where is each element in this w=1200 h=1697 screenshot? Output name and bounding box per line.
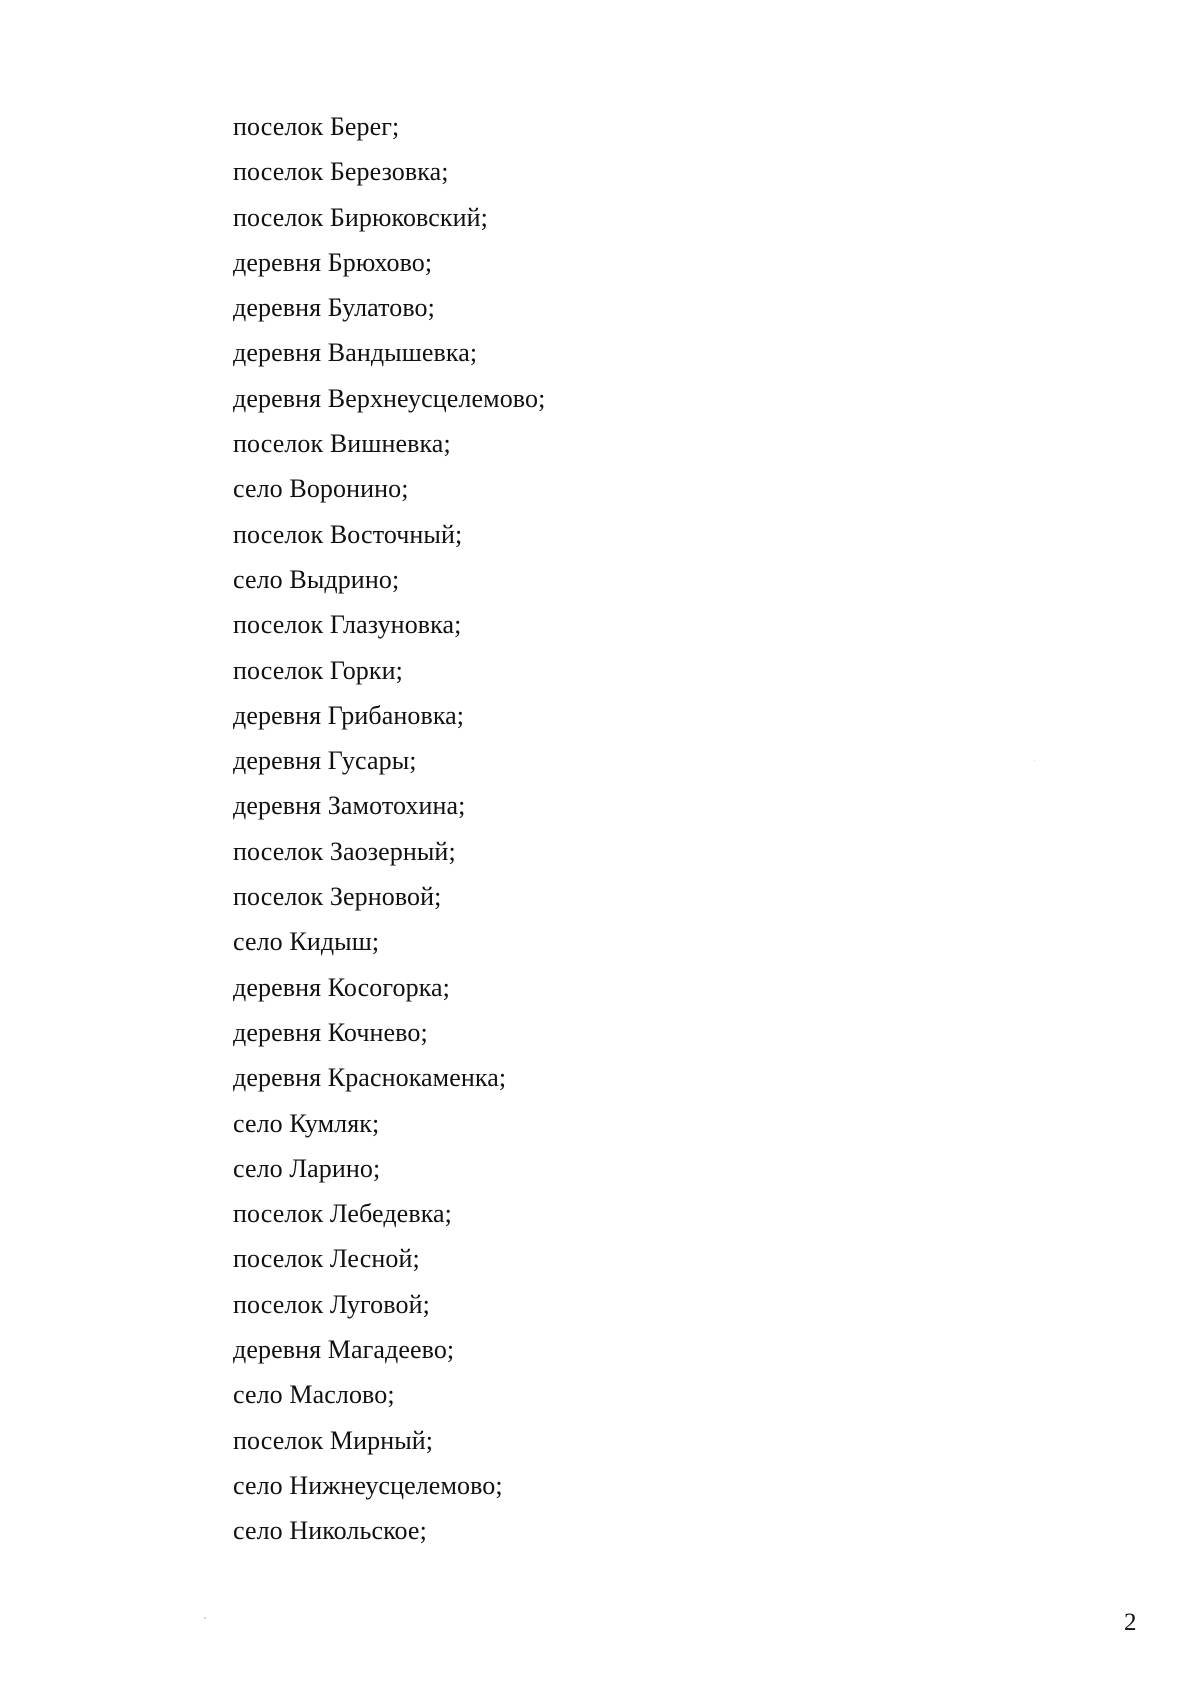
list-item: поселок Луговой; <box>233 1289 430 1319</box>
list-item: село Никольское; <box>233 1516 427 1546</box>
list-item: поселок Берег; <box>233 112 400 141</box>
list-item: село Маслово; <box>233 1380 395 1410</box>
list-item: деревня Булатово; <box>233 293 435 323</box>
list-item: село Нижнеусцелемово; <box>233 1470 503 1500</box>
list-item: деревня Вандышевка; <box>233 338 478 368</box>
list-item: деревня Гусары; <box>233 746 417 776</box>
list-item: поселок Восточный; <box>233 519 463 549</box>
list-item: деревня Замотохина; <box>233 791 466 821</box>
list-item: село Ларино; <box>233 1153 381 1183</box>
list-item: поселок Зерновой; <box>233 882 442 912</box>
list-item: село Выдрино; <box>233 564 400 594</box>
list-item: село Кумляк; <box>233 1108 380 1138</box>
scan-speck <box>204 1617 206 1619</box>
list-item: деревня Брюхово; <box>233 247 433 277</box>
list-item: село Воронино; <box>233 474 409 504</box>
settlement-list <box>233 108 545 1558</box>
list-item: поселок Березовка; <box>233 157 449 187</box>
list-item: поселок Бирюковский; <box>233 202 488 232</box>
list-item: село Кидыш; <box>233 927 380 957</box>
list-item: поселок Вишневка; <box>233 429 451 459</box>
page-number: 2 <box>1124 1609 1137 1636</box>
list-item: поселок Заозерный; <box>233 836 456 866</box>
list-item: поселок Горки; <box>233 655 403 685</box>
list-item: поселок Мирный; <box>233 1425 434 1455</box>
list-item: деревня Кочнево; <box>233 1017 428 1047</box>
list-item: деревня Магадеево; <box>233 1335 455 1365</box>
list-item: поселок Лесной; <box>233 1244 420 1274</box>
list-item: деревня Косогорка; <box>233 972 451 1002</box>
list-item: деревня Краснокаменка; <box>233 1063 507 1093</box>
list-item: деревня Верхнеусцелемово; <box>233 383 546 413</box>
list-item: деревня Грибановка; <box>233 700 465 730</box>
list-item: поселок Глазуновка; <box>233 610 462 640</box>
list-item: поселок Лебедевка; <box>233 1199 452 1229</box>
scan-speck <box>1034 760 1035 761</box>
